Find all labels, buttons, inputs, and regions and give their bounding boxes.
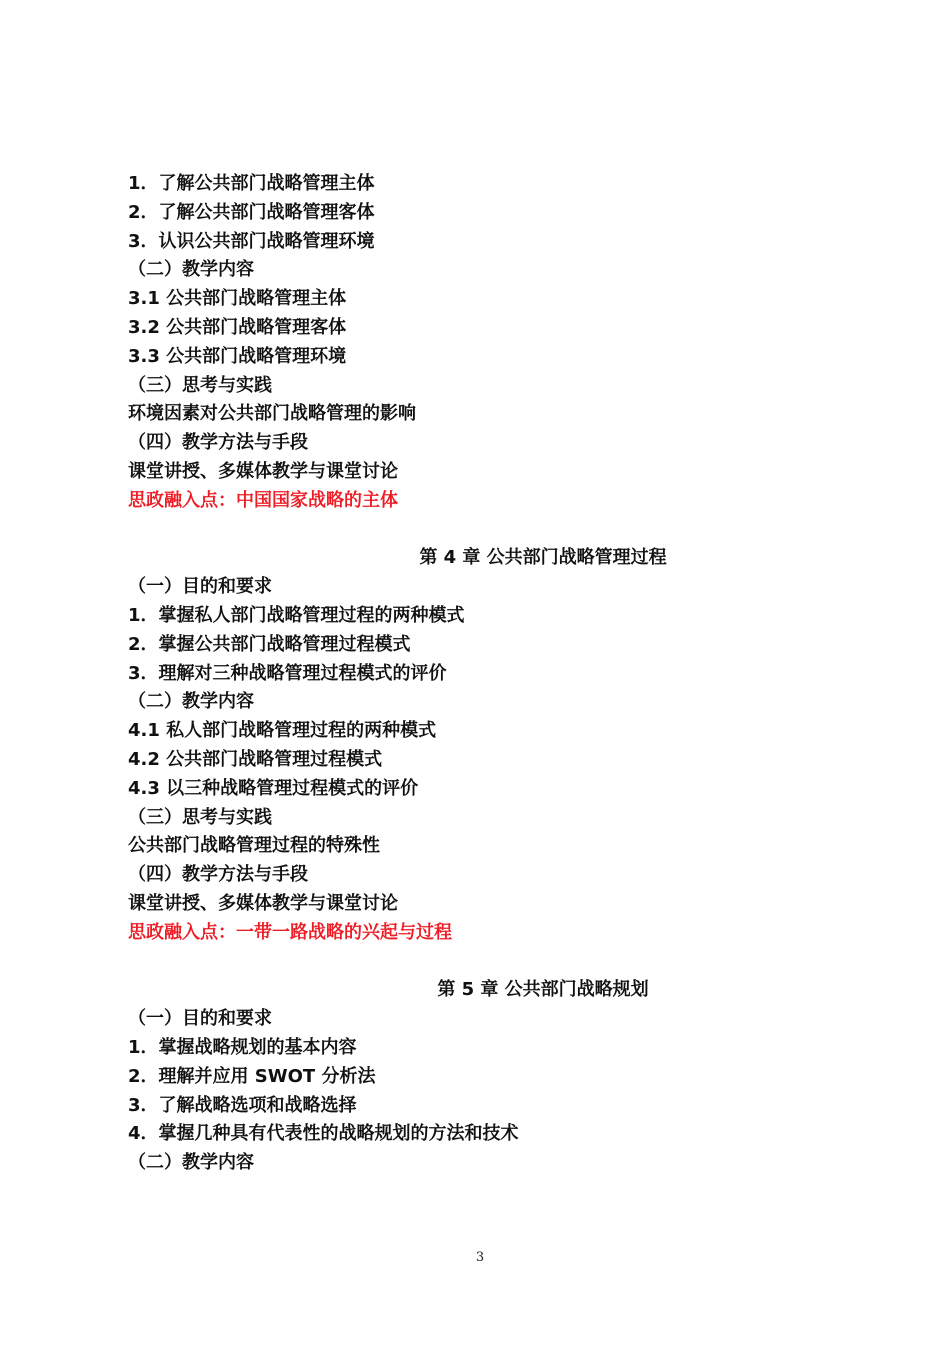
methods-text: 课堂讲授、多媒体教学与课堂讨论	[128, 460, 398, 482]
objective-item: 2．掌握公共部门战略管理过程模式	[128, 633, 411, 655]
methods-text: 课堂讲授、多媒体教学与课堂讨论	[128, 892, 398, 914]
section-heading: （二）教学内容	[128, 259, 254, 281]
content-item: 3.2 公共部门战略管理客体	[128, 316, 347, 338]
content-item: 4.1 私人部门战略管理过程的两种模式	[128, 720, 437, 742]
objective-item: 3．理解对三种战略管理过程模式的评价	[128, 662, 447, 684]
chapter-title: 第 4 章 公共部门战略管理过程	[419, 547, 667, 569]
content-item: 3.1 公共部门战略管理主体	[128, 288, 347, 310]
ideology-point: 思政融入点：一带一路战略的兴起与过程	[128, 921, 452, 943]
content-item: 4.3 以三种战略管理过程模式的评价	[128, 777, 419, 799]
page-number: 3	[475, 1250, 485, 1265]
chapter-title: 第 5 章 公共部门战略规划	[437, 979, 649, 1001]
page-content	[128, 170, 828, 1178]
objective-item: 2．理解并应用 SWOT 分析法	[128, 1065, 376, 1087]
section-heading: （二）教学内容	[128, 1152, 254, 1174]
spacer	[128, 516, 828, 545]
objective-item: 1．掌握私人部门战略管理过程的两种模式	[128, 604, 465, 626]
spacer	[128, 948, 828, 977]
section-heading: （二）教学内容	[128, 691, 254, 713]
practice-text: 公共部门战略管理过程的特殊性	[128, 835, 380, 857]
ideology-point: 思政融入点：中国国家战略的主体	[128, 489, 398, 511]
objective-item: 1．掌握战略规划的基本内容	[128, 1036, 357, 1058]
objective-item: 3．了解战略选项和战略选择	[128, 1094, 357, 1116]
section-heading: （三）思考与实践	[128, 374, 272, 396]
content-item: 3.3 公共部门战略管理环境	[128, 345, 347, 367]
objective-item: 3．认识公共部门战略管理环境	[128, 230, 375, 252]
section-heading: （四）教学方法与手段	[128, 864, 308, 886]
objective-item: 1．了解公共部门战略管理主体	[128, 173, 375, 194]
practice-text: 环境因素对公共部门战略管理的影响	[128, 403, 416, 425]
content-item: 4.2 公共部门战略管理过程模式	[128, 748, 383, 770]
section-heading: （一）目的和要求	[128, 1008, 272, 1030]
objective-item: 2．了解公共部门战略管理客体	[128, 201, 375, 223]
section-heading: （四）教学方法与手段	[128, 432, 308, 454]
objective-item: 4．掌握几种具有代表性的战略规划的方法和技术	[128, 1123, 519, 1145]
section-heading: （三）思考与实践	[128, 806, 272, 828]
section-heading: （一）目的和要求	[128, 576, 272, 598]
